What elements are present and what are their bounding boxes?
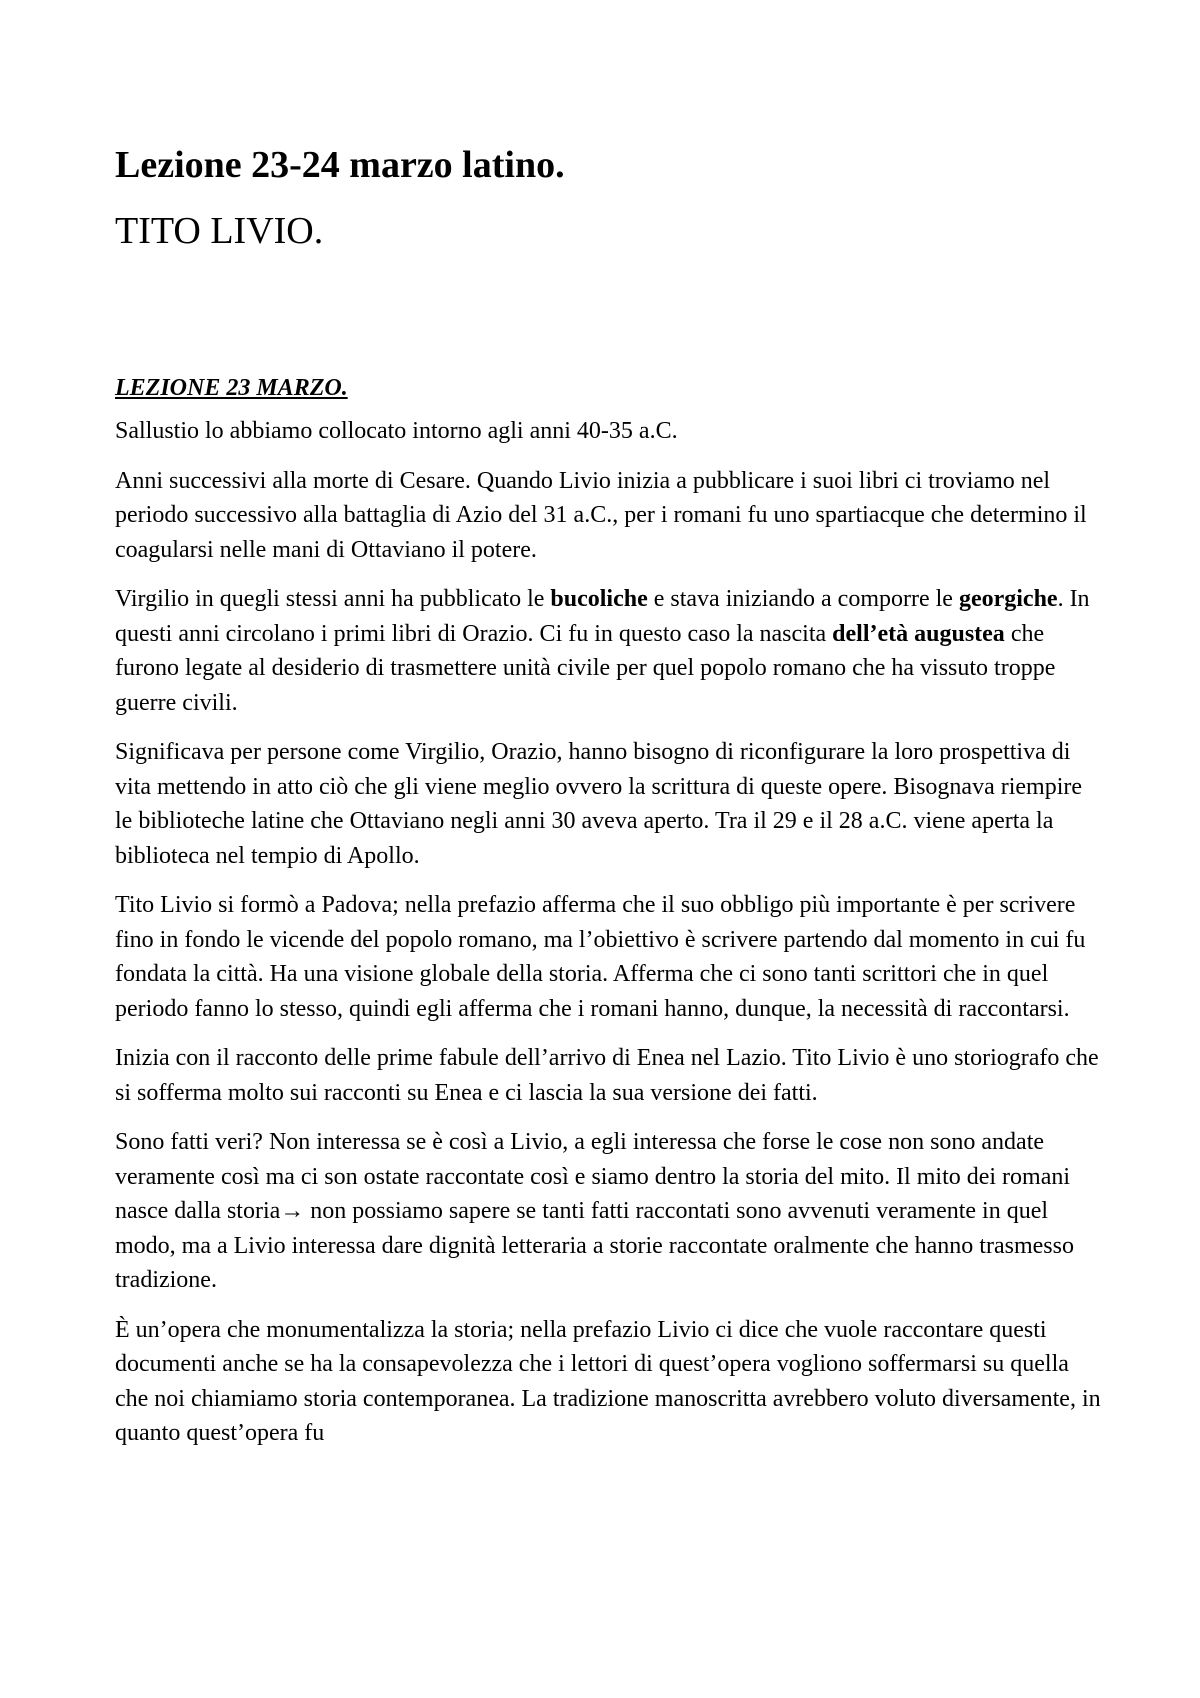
paragraph-virgilio <box>115 582 1105 720</box>
paragraph-fatti-veri: Sono fatti veri? Non interessa se è così a Livio, a egli interessa che forse le cose non sono andate veramente così ma ci son ostate raccontate così e siamo dentro la storia del mito. Il mito dei romani nasce dalla storia→ non possiamo sapere se tanti fatti raccontati sono avvenuti veramente in quel modo, ma a Livio interessa dare dignità letteraria a storie raccontate oralmente che hanno trasmesso tradizione. <box>115 1129 1074 1293</box>
term-georgiche: georgiche <box>958 586 1058 612</box>
document-body <box>115 143 1105 1451</box>
term-eta-augustea: dell’età augustea <box>832 620 1005 647</box>
paragraph-virgilio-text-a: Virgilio in quegli stessi anni ha pubblicato le <box>115 586 551 612</box>
paragraph-sallustio: Sallustio lo abbiamo collocato intorno agli anni 40-35 a.C. <box>115 418 678 444</box>
paragraph-monumentalizza: È un’opera che monumentalizza la storia; nella prefazio Livio ci dice che vuole raccontare questi documenti anche se ha la consapevolezza che i lettori di quest’opera vogliono soffermarsi su quella che noi chiamiamo storia contemporanea. La tradizione manoscritta avrebbero voluto diversamente, in quanto quest’opera fu <box>115 1316 1101 1446</box>
paragraph-virgilio-text-g: che furono legate al desiderio di trasmettere unità civile per quel popolo romano che ha vissuto troppe guerre civili. <box>115 620 1056 716</box>
section-heading: LEZIONE 23 MARZO. <box>115 375 348 401</box>
paragraph-virgilio-text-e: . In questi anni circolano i primi libri di Orazio. Ci fu in questo caso la nascita <box>115 586 1090 647</box>
paragraph-cesare: Anni successivi alla morte di Cesare. Quando Livio inizia a pubblicare i suoi libri ci troviamo nel periodo successivo alla battaglia di Azio del 31 a.C., per i romani fu uno spartiacque che determino il coagularsi nelle mani di Ottaviano il potere. <box>115 467 1087 563</box>
paragraph-significava: Significava per persone come Virgilio, Orazio, hanno bisogno di riconfigurare la loro prospettiva di vita mettendo in atto ciò che gli viene meglio ovvero la scrittura di queste opere. Bisognava riempire le biblioteche latine che Ottaviano negli anni 30 aveva aperto. Tra il 29 e il 28 a.C. viene aperta la biblioteca nel tempio di Apollo. <box>115 739 1083 869</box>
term-bucoliche: bucoliche <box>550 586 648 612</box>
paragraph-virgilio-text-c: e stava iniziando a comporre le <box>647 586 959 612</box>
paragraph-enea: Inizia con il racconto delle prime fabule dell’arrivo di Enea nel Lazio. Tito Livio è uno storiografo che si sofferma molto sui racconti su Enea e ci lascia la sua versione dei fatti. <box>115 1045 1099 1106</box>
document-subtitle: TITO LIVIO. <box>115 210 324 252</box>
paragraph-padova: Tito Livio si formò a Padova; nella prefazio afferma che il suo obbligo più importante è per scrivere fino in fondo le vicende del popolo romano, ma l’obiettivo è scrivere partendo dal momento in cui fu fondata la città. Ha una visione globale della storia. Afferma che ci sono tanti scrittori che in quel periodo fanno lo stesso, quindi egli afferma che i romani hanno, dunque, la necessità di raccontarsi. <box>115 892 1086 1022</box>
document-title: Lezione 23-24 marzo latino. <box>115 144 565 186</box>
